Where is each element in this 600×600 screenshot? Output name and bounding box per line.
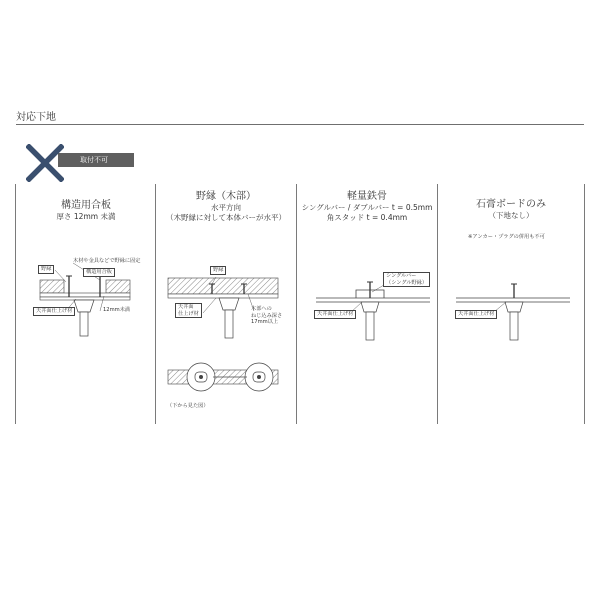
not-allowed-badge-label: 取付不可: [80, 156, 108, 164]
col1-ceiling-label: 天井面仕上げ材: [33, 307, 75, 316]
col3-title: 軽量鉄骨: [347, 191, 387, 202]
col1-depth-label: 12mm未満: [103, 307, 131, 313]
col2-title: 野縁（木部）: [196, 191, 256, 202]
col2-ceiling-label: [175, 303, 202, 318]
col4-title: 石膏ボードのみ: [476, 199, 546, 210]
col1-title: 構造用合板: [61, 200, 111, 211]
col3-bar-label: [383, 272, 430, 287]
col4-subtitle: （下地なし）: [488, 211, 534, 220]
col2-screw-depth-label: [251, 306, 282, 326]
col2-screw-line2: ねじ込み深さ: [251, 312, 283, 319]
section-title: 対応下地: [16, 112, 56, 123]
col3-ceiling-label: 天井面仕上げ材: [314, 310, 356, 319]
col2-screw-line3: 17mm以上: [251, 319, 279, 325]
col1-subtitle: 厚さ 12mm 未満: [56, 212, 116, 221]
col2-ceiling-label-line2: 仕上げ材: [178, 310, 199, 317]
col1-fix-note: 木材や金具などで野縁に固定: [73, 258, 141, 264]
col2-subtitle-line2: （木野縁に対して本体バーが水平）: [166, 213, 286, 222]
col3-subtitle-line1: シングルバー / ダブルバー t = 0.5mm: [301, 203, 433, 212]
col3-bar-label-line1: シングルバー: [386, 273, 417, 279]
col2-subtitle-line1: 水平方向: [211, 203, 241, 212]
col4-note: ※アンカー・プラグの併用も不可: [468, 234, 545, 240]
col2-furring-label: 野縁: [210, 266, 226, 275]
col4-ceiling-label: 天井面仕上げ材: [455, 310, 497, 319]
col2-bottom-view-caption: （下から見た図）: [167, 403, 209, 409]
col2-ceiling-label-line1: 天井面: [178, 304, 194, 310]
col1-plywood-label: 構造用合板: [83, 268, 115, 277]
col3-bar-label-line2: （シングル野縁）: [386, 279, 428, 286]
col1-furring-label: 野縁: [38, 265, 54, 274]
col2-screw-line1: 木部への: [251, 306, 272, 312]
col3-subtitle-line2: 角スタッド t = 0.4mm: [326, 213, 408, 222]
